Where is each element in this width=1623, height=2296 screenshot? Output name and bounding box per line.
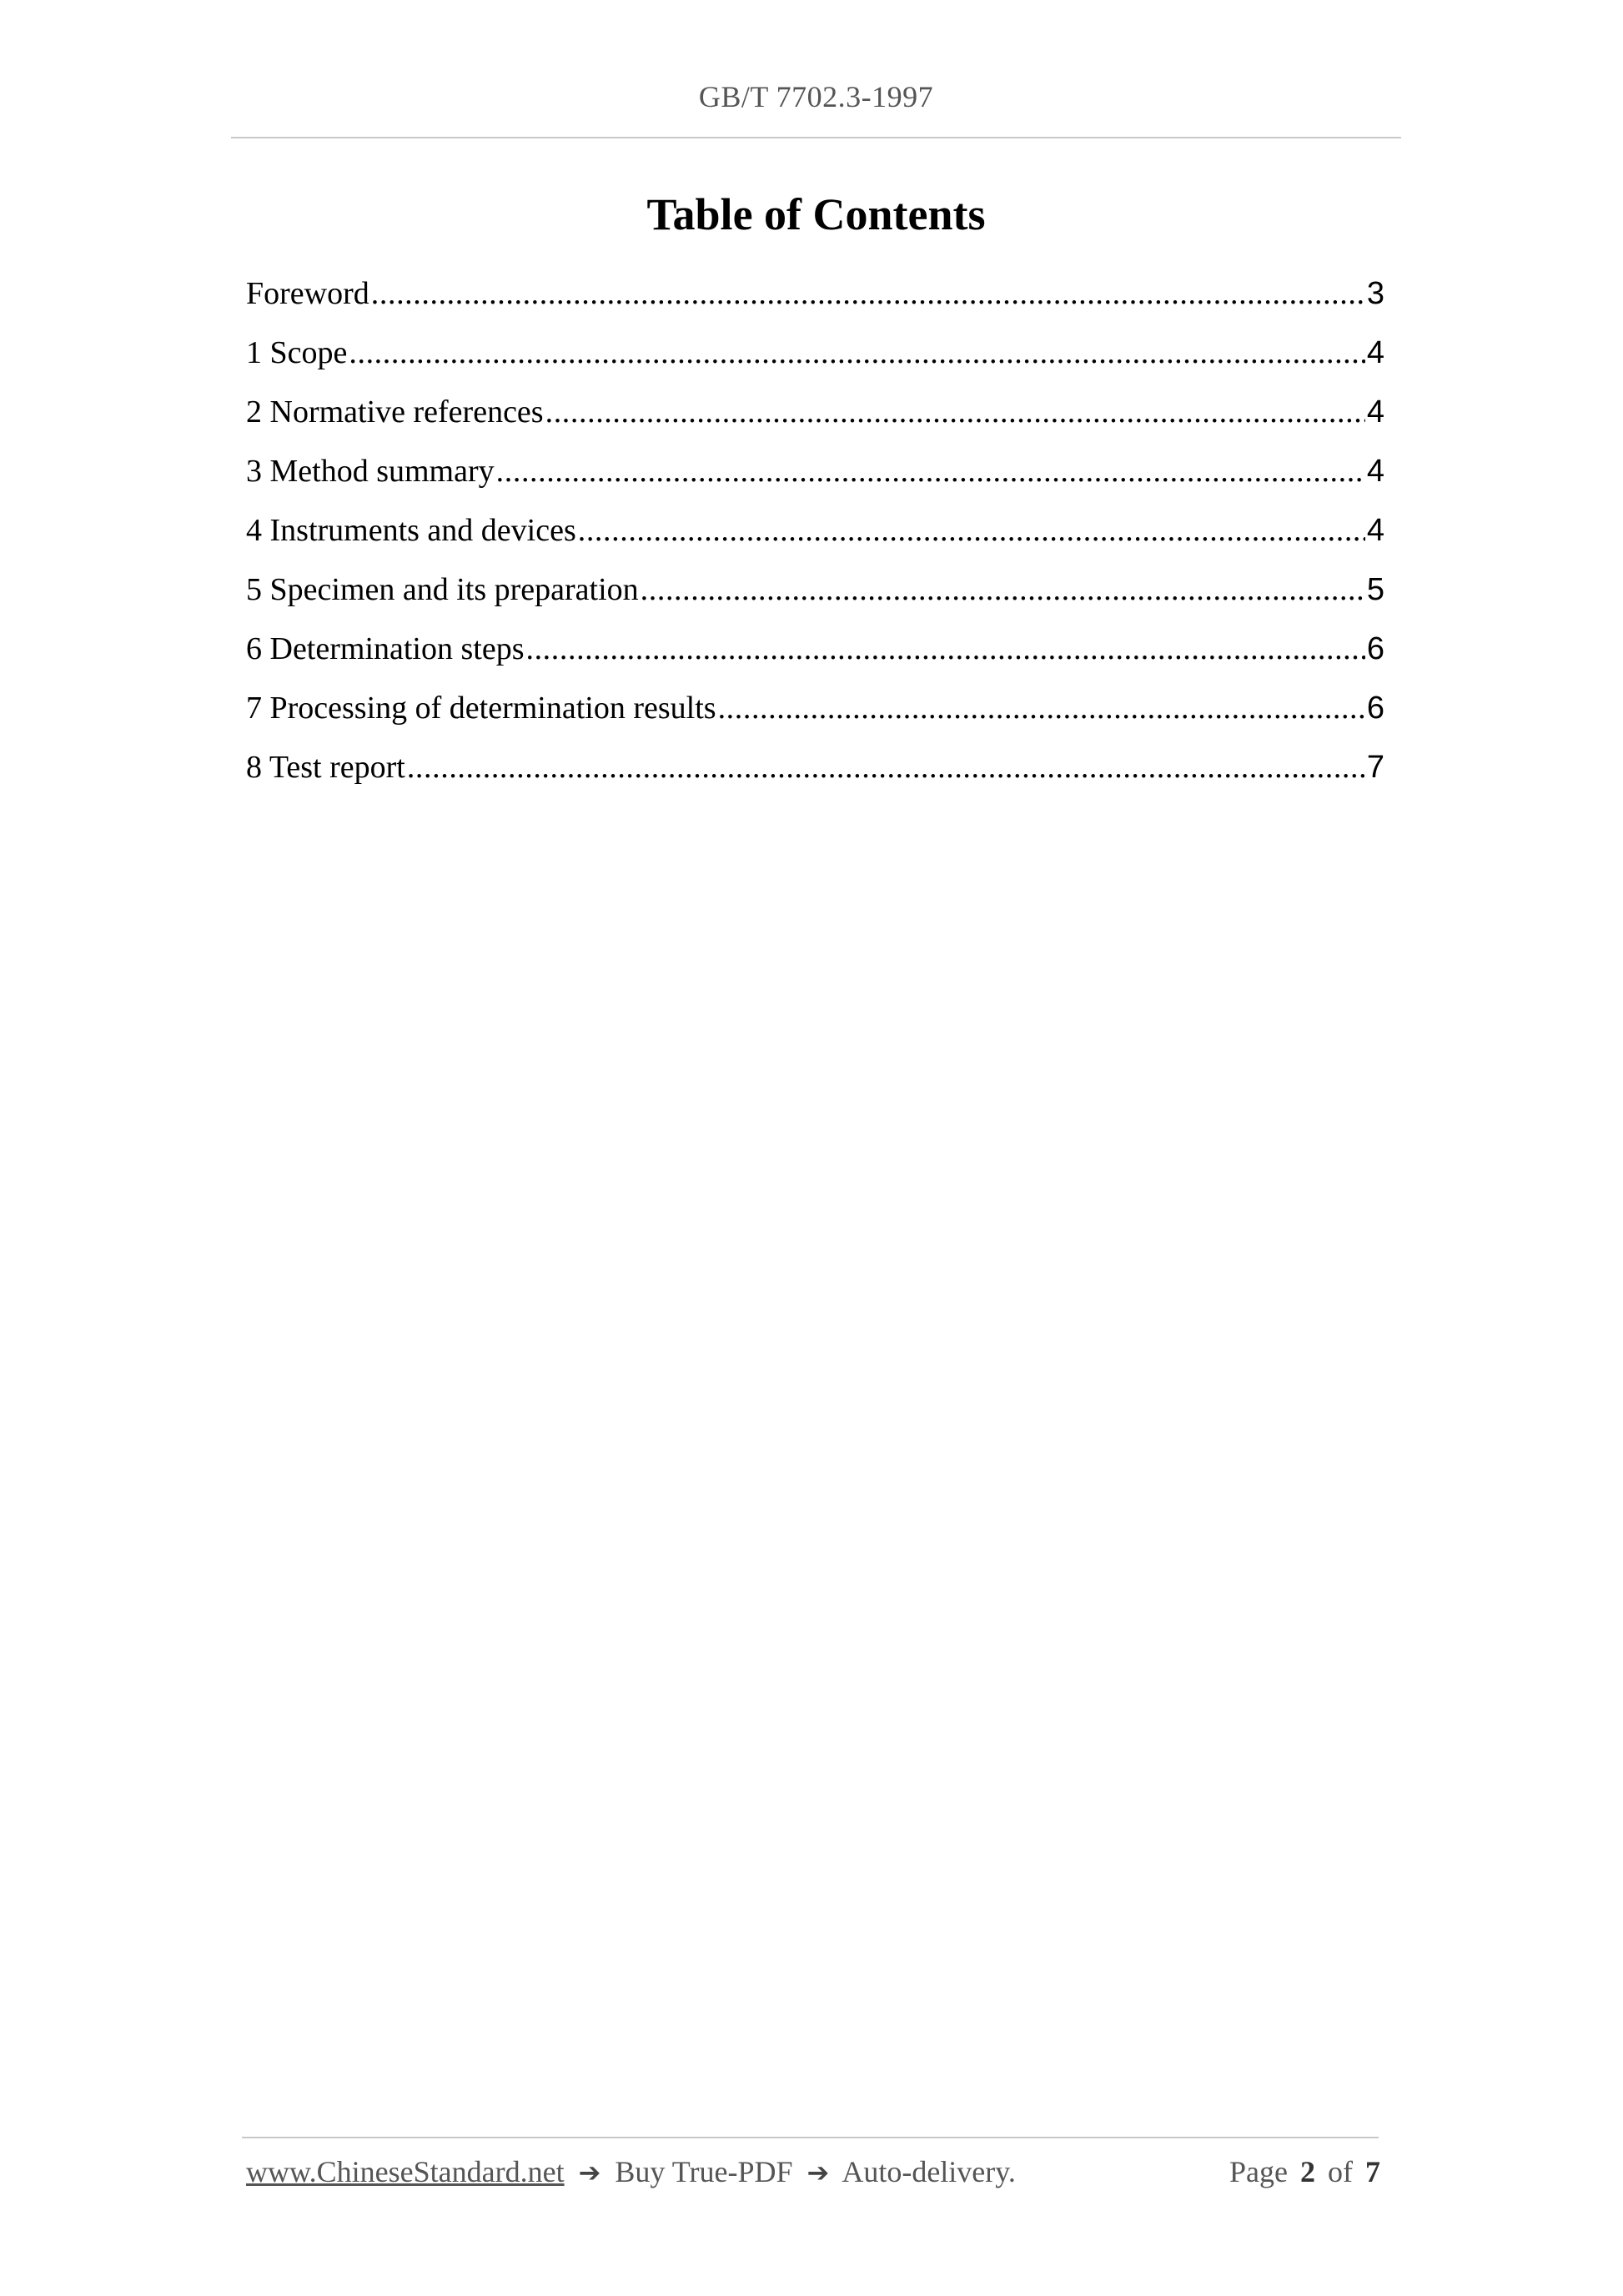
- toc-entry-page: 5: [1366, 572, 1384, 607]
- toc-entry-test-report[interactable]: [246, 749, 1384, 808]
- toc-entry-method-summary[interactable]: [246, 453, 1384, 512]
- toc-entry-page: 4: [1366, 394, 1384, 430]
- toc-list: [246, 275, 1384, 808]
- toc-entry-normative-references[interactable]: [246, 394, 1384, 453]
- toc-dot-leader: [718, 690, 1365, 726]
- toc-entry-determination-steps[interactable]: [246, 631, 1384, 690]
- toc-entry-label: 2 Normative references: [246, 394, 544, 430]
- toc-dot-leader: [349, 334, 1364, 371]
- footer-divider: [242, 2137, 1379, 2138]
- toc-dot-leader: [525, 631, 1364, 667]
- toc-entry-page: 4: [1366, 454, 1384, 489]
- standard-code: GB/T 7702.3-1997: [698, 80, 934, 113]
- toc-entry-page: 7: [1366, 750, 1384, 785]
- toc-entry-processing-results[interactable]: [246, 690, 1384, 749]
- toc-entry-label: 4 Instruments and devices: [246, 513, 576, 548]
- toc-entry-label: 3 Method summary: [246, 454, 495, 489]
- of-word: of: [1328, 2155, 1353, 2188]
- page-header: [231, 79, 1401, 114]
- toc-dot-leader: [371, 275, 1365, 312]
- page-word: Page: [1229, 2155, 1288, 2188]
- page-number: [1224, 2154, 1380, 2189]
- toc-entry-label: 1 Scope: [246, 335, 348, 370]
- toc-entry-page: 4: [1366, 513, 1384, 548]
- auto-delivery-text: Auto-delivery.: [842, 2155, 1016, 2188]
- buy-true-pdf-text: Buy True-PDF: [615, 2155, 793, 2188]
- toc-dot-leader: [545, 394, 1365, 430]
- toc-entry-page: 4: [1366, 335, 1384, 370]
- toc-entry-specimen-preparation[interactable]: [246, 571, 1384, 631]
- toc-dot-leader: [578, 512, 1365, 549]
- toc-entry-label: 5 Specimen and its preparation: [246, 572, 639, 607]
- toc-entry-label: 6 Determination steps: [246, 631, 525, 666]
- header-divider: [231, 137, 1401, 138]
- toc-entry-foreword[interactable]: [246, 275, 1384, 334]
- toc-dot-leader: [641, 571, 1365, 608]
- toc-entry-instruments-and-devices[interactable]: [246, 512, 1384, 571]
- toc-entry-page: 3: [1366, 276, 1384, 311]
- toc-title: Table of Contents: [646, 189, 986, 239]
- current-page-number: 2: [1300, 2155, 1315, 2188]
- right-arrow-icon: ➔: [578, 2157, 601, 2188]
- toc-dot-leader: [407, 749, 1365, 786]
- total-pages-number: 7: [1365, 2155, 1380, 2188]
- toc-entry-page: 6: [1366, 631, 1384, 666]
- footer-promo: [246, 2154, 1016, 2189]
- toc-dot-leader: [496, 453, 1365, 490]
- toc-entry-label: 8 Test report: [246, 750, 405, 785]
- toc-entry-label: 7 Processing of determination results: [246, 691, 716, 726]
- toc-entry-page: 6: [1366, 691, 1384, 726]
- site-link[interactable]: www.ChineseStandard.net: [246, 2155, 565, 2188]
- page-footer: [246, 2154, 1380, 2189]
- toc-entry-scope[interactable]: [246, 334, 1384, 394]
- right-arrow-icon: ➔: [806, 2157, 830, 2188]
- toc-entry-label: Foreword: [246, 276, 369, 311]
